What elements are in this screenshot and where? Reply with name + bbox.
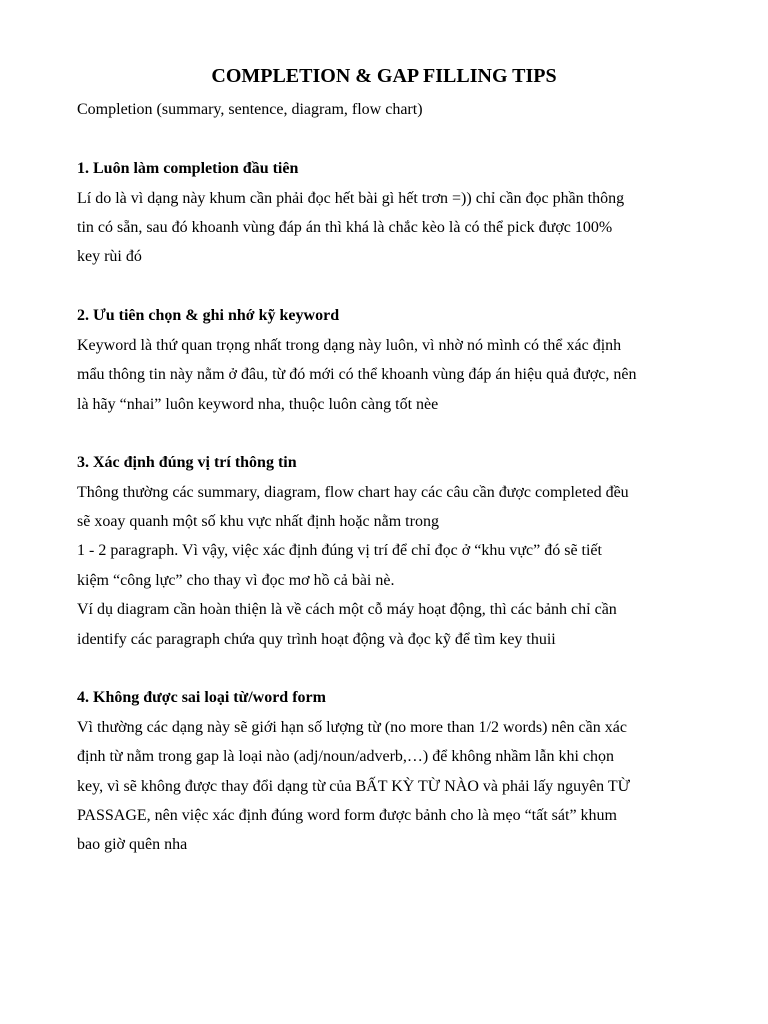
document-subtitle: Completion (summary, sentence, diagram, flow chart) [77, 101, 423, 118]
document-title: COMPLETION & GAP FILLING TIPS [211, 65, 557, 87]
section-3-line: Ví dụ diagram cần hoàn thiện là về cách một cỗ máy hoạt động, thì các bảnh chỉ cần [77, 601, 617, 618]
section-4-line: key, vì sẽ không được thay đổi dạng từ của BẤT KỲ TỪ NÀO và phải lấy nguyên TỪ [77, 778, 631, 795]
section-2-line: là hãy “nhai” luôn keyword nha, thuộc luôn càng tốt nèe [77, 396, 439, 413]
section-2-line: mẩu thông tin này nằm ở đâu, từ đó mới có thể khoanh vùng đáp án hiệu quả được, nên [77, 366, 637, 383]
section-2-line: Keyword là thứ quan trọng nhất trong dạng này luôn, vì nhờ nó mình có thể xác định [77, 337, 622, 354]
section-1-line: tin có sẵn, sau đó khoanh vùng đáp án thì khá là chắc kèo là có thể pick được 100% [77, 219, 613, 236]
section-3-line: 1 - 2 paragraph. Vì vậy, việc xác định đúng vị trí để chỉ đọc ở “khu vực” đó sẽ tiết [77, 542, 602, 559]
section-4-line: Vì thường các dạng này sẽ giới hạn số lượng từ (no more than 1/2 words) nên cần xác [77, 719, 627, 736]
section-1-heading: 1. Luôn làm completion đầu tiên [77, 160, 299, 177]
section-4-line: định từ nằm trong gap là loại nào (adj/noun/adverb,…) để không nhầm lẫn khi chọn [77, 748, 614, 765]
section-4-heading: 4. Không được sai loại từ/word form [77, 689, 326, 706]
section-4-line: PASSAGE, nên việc xác định đúng word form được bảnh cho là mẹo “tất sát” khum [77, 807, 617, 824]
section-1-line: key rùi đó [77, 248, 142, 265]
section-3-line: Thông thường các summary, diagram, flow chart hay các câu cần được completed đều [77, 484, 629, 501]
section-1-line: Lí do là vì dạng này khum cần phải đọc hết bài gì hết trơn =)) chỉ cần đọc phần thông [77, 190, 625, 207]
section-3-heading: 3. Xác định đúng vị trí thông tin [77, 454, 297, 471]
section-4-line: bao giờ quên nha [77, 836, 188, 853]
section-3-line: kiệm “công lực” cho thay vì đọc mơ hồ cả bài nè. [77, 572, 395, 589]
section-3-line: sẽ xoay quanh một số khu vực nhất định hoặc nằm trong [77, 513, 439, 530]
section-3-line: identify các paragraph chứa quy trình hoạt động và đọc kỹ để tìm key thuii [77, 631, 556, 648]
section-2-heading: 2. Ưu tiên chọn & ghi nhớ kỹ keyword [77, 307, 340, 324]
